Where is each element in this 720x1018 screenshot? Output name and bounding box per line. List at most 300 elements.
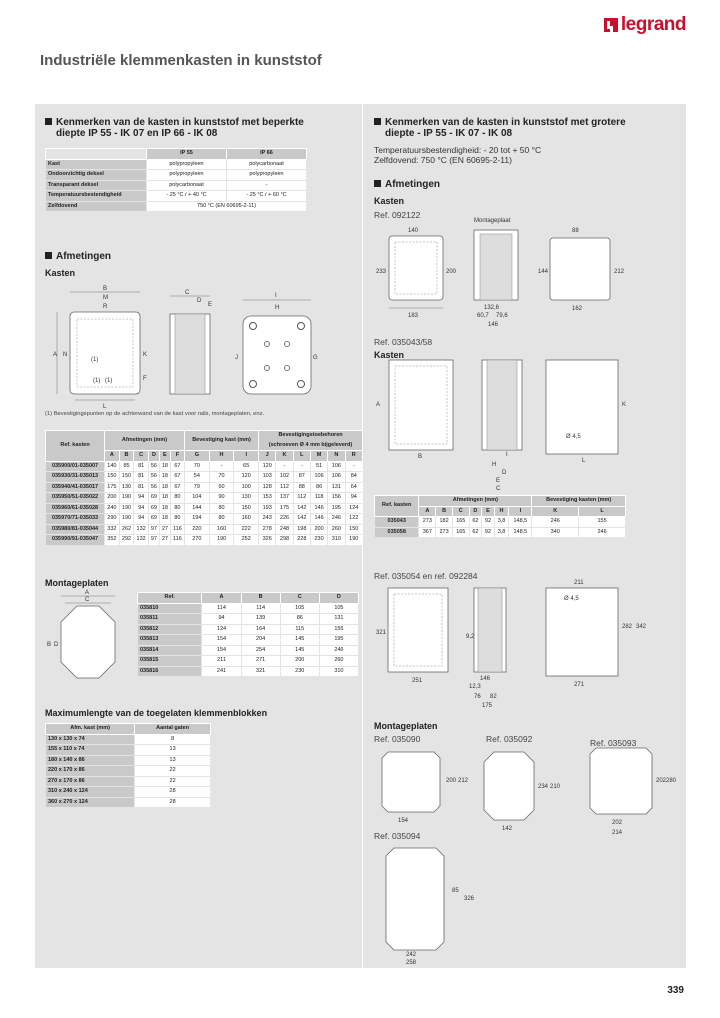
- ref-035092: Ref. 035092: [486, 734, 533, 744]
- cell: 146: [310, 503, 327, 514]
- cell: 035990/91-035047: [46, 535, 105, 546]
- plate-035092: [484, 752, 534, 820]
- cell: 195: [319, 635, 358, 646]
- th-col: Afm. kast (mm): [46, 724, 135, 735]
- cell: 220: [185, 524, 210, 535]
- cell: 18: [159, 493, 170, 504]
- label-a: A: [376, 402, 381, 408]
- cell: 035812: [138, 624, 202, 635]
- th-ip66: IP 66: [227, 149, 307, 160]
- cell: 22: [135, 776, 211, 787]
- cell: 69: [148, 514, 159, 525]
- th-col: N: [328, 451, 345, 462]
- cell: 321: [241, 666, 280, 677]
- plate-035093: [590, 748, 652, 814]
- section-heading-limited-depth: [45, 117, 304, 139]
- th-col: H: [494, 506, 509, 517]
- cell: 260: [328, 524, 345, 535]
- cell: 155 x 110 x 74: [46, 745, 135, 756]
- page-title: Industriële klemmenkasten in kunststof: [40, 52, 322, 69]
- th-bevestiging: Bevestiging kast (mm): [185, 431, 259, 451]
- cell: 94: [345, 493, 362, 504]
- cell: 140: [105, 461, 120, 472]
- cell: 69: [148, 503, 159, 514]
- th-toebehoren: [259, 431, 363, 451]
- footnote: (1) Bevestigingspunten op de achterwand van de kast voor rails, montageplaten, enz.: [45, 411, 265, 417]
- label-a: A: [85, 590, 90, 596]
- cell: 246: [319, 645, 358, 656]
- afmetingen-heading: [374, 179, 440, 190]
- page-number: 339: [667, 985, 684, 996]
- cell: 54: [185, 472, 210, 483]
- cell: 131: [328, 482, 345, 493]
- ref-035043: Ref. 035043/58: [374, 337, 433, 347]
- label-h: H: [275, 305, 280, 311]
- cell: 13: [135, 755, 211, 766]
- cell: 155: [579, 517, 626, 528]
- th-col: E: [482, 506, 495, 517]
- cell: 273: [436, 527, 453, 538]
- dim-146: 146: [488, 322, 499, 328]
- cell: 310 x 240 x 124: [46, 787, 135, 798]
- cell: 106: [328, 461, 345, 472]
- table-row: [46, 535, 363, 546]
- cell: 116: [170, 524, 184, 535]
- cell: 102: [276, 472, 293, 483]
- cell: 18: [159, 514, 170, 525]
- cell: 18: [159, 482, 170, 493]
- dim-60-7: 60,7: [477, 313, 489, 319]
- cell: 220 x 170 x 86: [46, 766, 135, 777]
- cell: 64: [345, 482, 362, 493]
- cell: 035058: [375, 527, 419, 538]
- cell: 81: [134, 482, 149, 493]
- kasten-label-2: Kasten: [374, 350, 405, 360]
- cell: 120: [234, 472, 259, 483]
- plate-035094: [386, 848, 444, 950]
- table-row: [138, 603, 359, 614]
- cell: 22: [135, 766, 211, 777]
- cell: 132: [134, 524, 149, 535]
- label-b: B: [418, 454, 423, 460]
- cell: Zelfdovend: [46, 201, 147, 212]
- cell: 035980/81-035044: [46, 524, 105, 535]
- cell: 56: [148, 472, 159, 483]
- ref-035093: Ref. 035093: [590, 738, 637, 748]
- mounting-plate-table: [137, 592, 359, 677]
- cell: Transparant deksel: [46, 180, 147, 191]
- table-row: [46, 201, 307, 212]
- back-view: [546, 360, 618, 454]
- table-header-row: [46, 724, 211, 735]
- cell: 56: [148, 482, 159, 493]
- cell: 28: [135, 787, 211, 798]
- th-col: D: [319, 593, 358, 604]
- cell: 246: [579, 527, 626, 538]
- cell: 035816: [138, 666, 202, 677]
- heading-text: Afmetingen: [56, 251, 111, 262]
- cell: 81: [134, 472, 149, 483]
- cell: -: [209, 461, 234, 472]
- cell: 222: [234, 524, 259, 535]
- label-l: L: [103, 404, 107, 410]
- cell: 194: [185, 514, 210, 525]
- cell: 246: [328, 514, 345, 525]
- dim-12-3: 12,3: [469, 684, 481, 690]
- table-row: [46, 766, 211, 777]
- column-divider: [362, 104, 363, 968]
- bullet-square-icon: [374, 180, 381, 187]
- hole-icon: [298, 381, 305, 388]
- cell: 94: [134, 493, 149, 504]
- dim-211: 211: [574, 580, 584, 586]
- cell: polypropyleen: [147, 170, 227, 181]
- hole-icon: [298, 323, 305, 330]
- cell: 92: [482, 527, 495, 538]
- cell: polypropyleen: [147, 159, 227, 170]
- table-row: [46, 524, 363, 535]
- cell: 62: [469, 527, 482, 538]
- cell: -: [276, 461, 293, 472]
- dim-242: 242: [406, 952, 417, 958]
- th-toebehoren-line1: Bevestigingstoebehoren: [278, 432, 343, 438]
- dim-251: 251: [412, 678, 423, 684]
- cell: 226: [276, 514, 293, 525]
- back-view: [550, 238, 610, 300]
- dim-326: 326: [464, 896, 475, 902]
- th-bevestiging: Bevestiging kasten (mm): [532, 496, 626, 507]
- cell: 156: [328, 493, 345, 504]
- front-view: [389, 236, 443, 300]
- cell: 130: [119, 482, 134, 493]
- section-heading-large-depth: [374, 117, 626, 139]
- cell: 90: [209, 493, 234, 504]
- cell: 310: [319, 666, 358, 677]
- dim-76: 76: [474, 694, 481, 700]
- dim-183: 183: [408, 313, 419, 319]
- side-inner: [478, 588, 502, 672]
- dim-146: 146: [480, 676, 491, 682]
- cell: -: [345, 461, 362, 472]
- cell: 035810: [138, 603, 202, 614]
- enclosure-drawings: [45, 284, 345, 410]
- cell: 80: [170, 514, 184, 525]
- label-d: D: [197, 298, 202, 304]
- label-g: G: [313, 355, 318, 361]
- label-e: E: [496, 478, 501, 484]
- front-view: [388, 588, 448, 672]
- label-e: E: [208, 302, 213, 308]
- th-col: R: [345, 451, 362, 462]
- cell: Ondoorzichtig deksel: [46, 170, 147, 181]
- cell: 18: [159, 503, 170, 514]
- mounting-plate-drawing: [45, 590, 125, 690]
- kasten-label: Kasten: [374, 196, 405, 206]
- dim-214: 214: [612, 830, 623, 836]
- cell: - 25 °C / + 60 °C: [227, 191, 307, 202]
- cell: 106: [328, 472, 345, 483]
- table-row: [46, 170, 307, 181]
- cell: 035043: [375, 517, 419, 528]
- cell: 62: [469, 517, 482, 528]
- heading-line-2: diepte IP 55 - IK 07 en IP 66 - IK 08: [56, 128, 218, 139]
- dim-9-2: 9,2: [466, 634, 475, 640]
- montage-heading: Montageplaten: [45, 578, 109, 588]
- label-i: I: [506, 452, 508, 458]
- label-dia: Ø 4,5: [564, 596, 579, 602]
- cell: 750 °C (EN 60695-2-11): [147, 201, 307, 212]
- cell: 165: [452, 517, 469, 528]
- dim-82: 82: [490, 694, 497, 700]
- front-view: [389, 360, 453, 450]
- back-view: [546, 588, 618, 676]
- table-row: [375, 527, 626, 538]
- cell: polycarbonaat: [147, 180, 227, 191]
- th-toebehoren-line2: (schroeven Ø 4 mm bijgeleverd): [268, 441, 353, 448]
- cell: 3,8: [494, 527, 509, 538]
- th-col: L: [579, 506, 626, 517]
- cell: 273: [419, 517, 436, 528]
- content-panel: [35, 104, 686, 968]
- th-col: Aantal gaten: [135, 724, 211, 735]
- afmetingen-heading: [45, 251, 111, 262]
- label-b: B: [103, 286, 108, 292]
- label-k: K: [622, 402, 627, 408]
- table-row: [46, 787, 211, 798]
- dim-212: 212: [614, 269, 625, 275]
- dim-233: 233: [376, 269, 387, 275]
- cell: 100: [234, 482, 259, 493]
- table-row: [138, 614, 359, 625]
- cell: 228: [293, 535, 310, 546]
- label-m: M: [103, 295, 108, 301]
- th-col: J: [259, 451, 276, 462]
- cell: 122: [345, 514, 362, 525]
- th-col: C: [452, 506, 469, 517]
- cell: 116: [170, 535, 184, 546]
- table-row: [46, 745, 211, 756]
- heading-text: Afmetingen: [385, 179, 440, 190]
- hole-icon: [285, 366, 290, 371]
- th-empty: [46, 149, 147, 160]
- cell: 200: [310, 524, 327, 535]
- cell: 154: [202, 645, 241, 656]
- cell: 67: [170, 482, 184, 493]
- cell: 150: [119, 472, 134, 483]
- cell: 367: [419, 527, 436, 538]
- table-row: [138, 645, 359, 656]
- th-col: C: [134, 451, 149, 462]
- cell: 8: [135, 734, 211, 745]
- ref-092122: Ref. 092122: [374, 210, 421, 220]
- cell: 248: [276, 524, 293, 535]
- label-a: A: [53, 352, 58, 358]
- cell: 190: [119, 503, 134, 514]
- cell: 94: [202, 614, 241, 625]
- table-header-row: [375, 496, 626, 507]
- table-row: [138, 656, 359, 667]
- cell: 198: [293, 524, 310, 535]
- enclosure-035043-drawing: [374, 354, 674, 494]
- cell: 144: [185, 503, 210, 514]
- th-col: F: [170, 451, 184, 462]
- cell: 035950/51-035022: [46, 493, 105, 504]
- cell: 204: [241, 635, 280, 646]
- label-c: C: [496, 486, 501, 492]
- cell: 271: [241, 656, 280, 667]
- label-r: R: [103, 304, 108, 310]
- th-col: A: [202, 593, 241, 604]
- table-row: [46, 191, 307, 202]
- cell: 124: [202, 624, 241, 635]
- cell: 164: [241, 624, 280, 635]
- cell: 150: [234, 503, 259, 514]
- table-row: [375, 517, 626, 528]
- hole-icon: [250, 381, 257, 388]
- cell: 240: [105, 503, 120, 514]
- cell: 105: [319, 603, 358, 614]
- label-c: C: [185, 290, 190, 296]
- cell: 154: [202, 635, 241, 646]
- label-dia: Ø 4,5: [566, 434, 581, 440]
- cell: 270 x 170 x 86: [46, 776, 135, 787]
- cell: 246: [532, 517, 579, 528]
- cell: 139: [241, 614, 280, 625]
- table-row: [46, 514, 363, 525]
- kasten-label: Kasten: [45, 268, 76, 278]
- dim-132-6: 132,6: [484, 305, 500, 311]
- dim-144: 144: [538, 269, 549, 275]
- cell: 142: [293, 503, 310, 514]
- th-col: I: [509, 506, 532, 517]
- cell: 81: [134, 461, 149, 472]
- cell: 175: [276, 503, 293, 514]
- cell: 145: [280, 645, 319, 656]
- cell: polypropyleen: [227, 170, 307, 181]
- cell: 035900/01-035007: [46, 461, 105, 472]
- table-header-row: [46, 431, 363, 451]
- table-row: [46, 472, 363, 483]
- note-1a: (1): [91, 357, 99, 363]
- table-row: [46, 734, 211, 745]
- cell: 254: [241, 645, 280, 656]
- cell: 211: [202, 656, 241, 667]
- cell: 200: [280, 656, 319, 667]
- cell: 035815: [138, 656, 202, 667]
- properties-table: [45, 148, 307, 212]
- cell: 97: [148, 535, 159, 546]
- label-h: H: [492, 462, 497, 468]
- cell: 332: [105, 524, 120, 535]
- dim-210: 210: [550, 784, 561, 790]
- th-ref: Ref. kasten: [46, 431, 105, 462]
- cell: -: [227, 180, 307, 191]
- dimensions-table: [45, 430, 363, 546]
- cell: Temperatuursbestendigheid: [46, 191, 147, 202]
- cell: 131: [319, 614, 358, 625]
- side-inner: [487, 360, 517, 450]
- cell: 27: [159, 535, 170, 546]
- cell: 310: [328, 535, 345, 546]
- label-d: D: [54, 642, 59, 648]
- cell: 70: [185, 461, 210, 472]
- cell: 230: [310, 535, 327, 546]
- cell: 112: [293, 493, 310, 504]
- th-col: B: [119, 451, 134, 462]
- th-col: K: [532, 506, 579, 517]
- dim-321: 321: [376, 630, 387, 636]
- dim-154: 154: [398, 818, 409, 824]
- side-inner: [175, 314, 205, 394]
- cell: 278: [259, 524, 276, 535]
- cell: 160: [209, 524, 234, 535]
- cell: 260: [319, 656, 358, 667]
- cell: 195: [328, 503, 345, 514]
- table-row: [46, 461, 363, 472]
- cell: 51: [310, 461, 327, 472]
- dim-162: 162: [572, 306, 583, 312]
- cell: 18: [159, 472, 170, 483]
- cell: 035811: [138, 614, 202, 625]
- table-row: [46, 482, 363, 493]
- table-row: [46, 776, 211, 787]
- cell: 118: [310, 493, 327, 504]
- dim-212: 212: [458, 778, 469, 784]
- table-row: [138, 635, 359, 646]
- max-length-table: [45, 723, 211, 808]
- th-col: A: [419, 506, 436, 517]
- cell: 105: [280, 603, 319, 614]
- cell: 352: [105, 535, 120, 546]
- table-row: [138, 666, 359, 677]
- cell: 230: [280, 666, 319, 677]
- cell: 155: [319, 624, 358, 635]
- th-col: D: [469, 506, 482, 517]
- note-1c: (1): [105, 378, 113, 384]
- dimensions-table-2: [374, 495, 626, 538]
- dim-282: 282: [622, 624, 633, 630]
- dim-85: 85: [452, 888, 459, 894]
- cell: 200: [105, 493, 120, 504]
- cell: 035813: [138, 635, 202, 646]
- cell: 035940/41-035017: [46, 482, 105, 493]
- legrand-logo-mark: [604, 18, 618, 32]
- label-c: C: [85, 597, 90, 603]
- dim-202-w: 202: [612, 820, 623, 826]
- th-col: L: [293, 451, 310, 462]
- cell: 145: [280, 635, 319, 646]
- cell: 190: [119, 493, 134, 504]
- cell: 65: [234, 461, 259, 472]
- label-b: B: [47, 642, 52, 648]
- th-col: A: [105, 451, 120, 462]
- cell: 182: [436, 517, 453, 528]
- cell: 132: [134, 535, 149, 546]
- enclosure-092122-drawing: [374, 218, 674, 333]
- th-ref: Ref. kasten: [375, 496, 419, 517]
- cell: 148,5: [509, 527, 532, 538]
- zelfdovend-text: Zelfdovend: 750 °C (EN 60695-2-11): [374, 155, 512, 165]
- cell: 86: [310, 482, 327, 493]
- dim-79-6: 79,6: [496, 313, 508, 319]
- cell: 87: [293, 472, 310, 483]
- cell: 241: [202, 666, 241, 677]
- cell: 360 x 270 x 124: [46, 797, 135, 808]
- cell: Kast: [46, 159, 147, 170]
- th-col: H: [209, 451, 234, 462]
- hole-icon: [250, 323, 257, 330]
- table-row: [138, 624, 359, 635]
